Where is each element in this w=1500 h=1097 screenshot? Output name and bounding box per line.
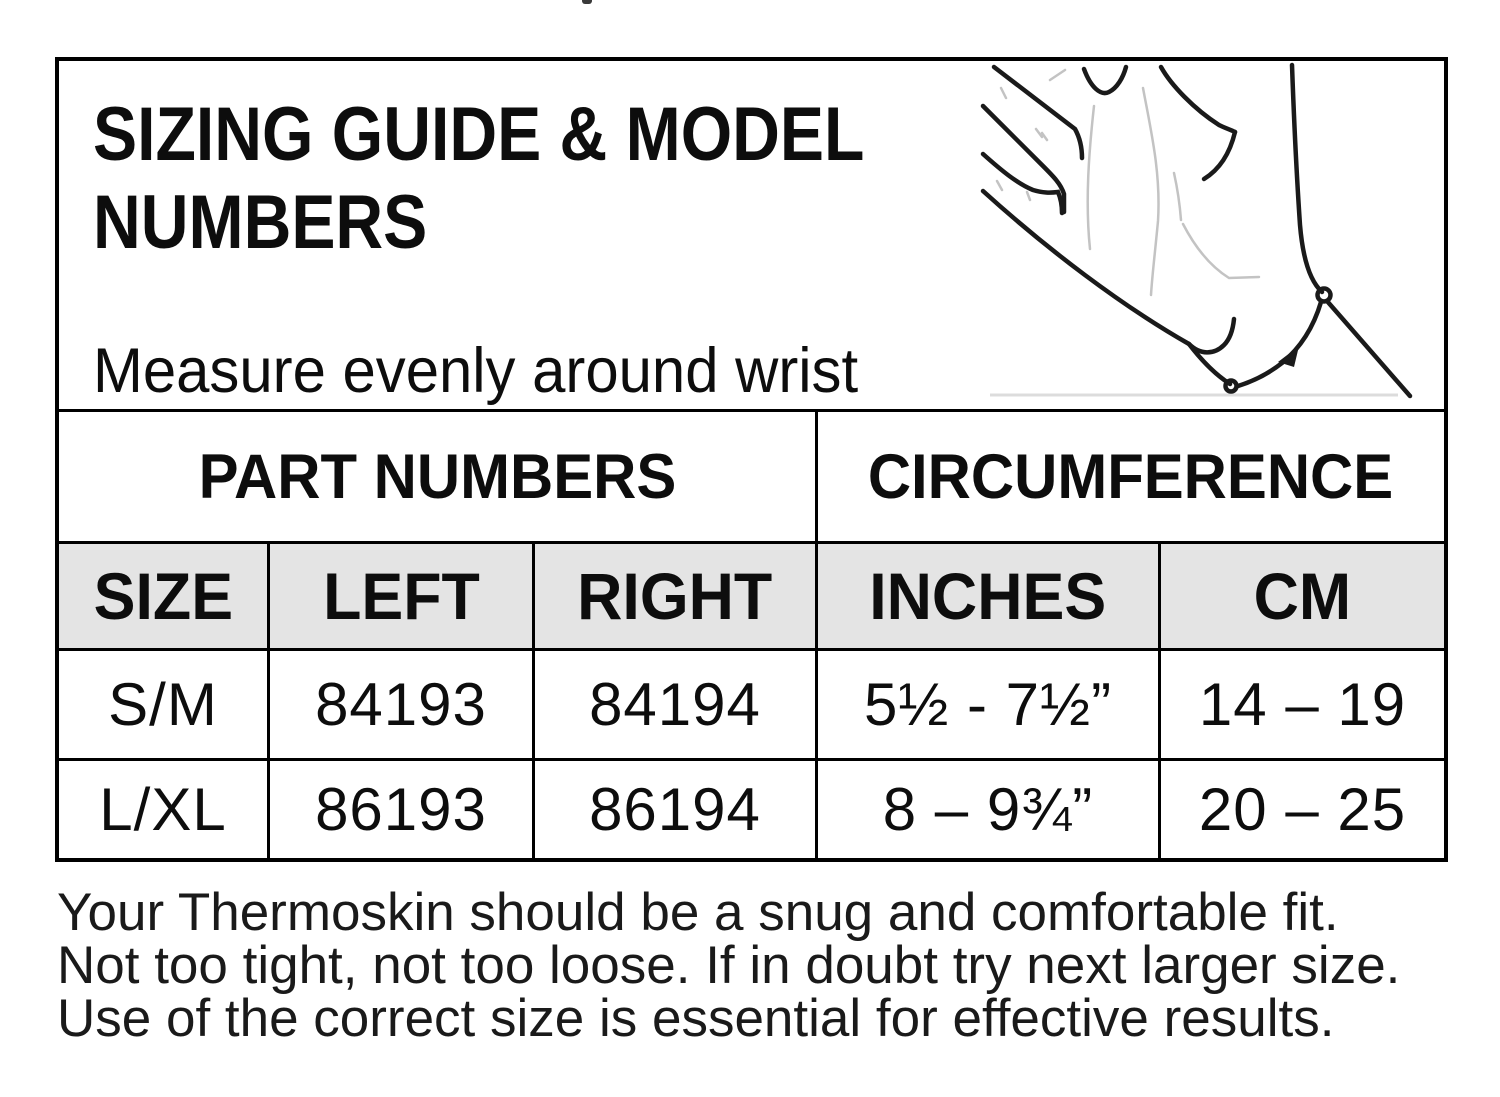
column-header-right: [532, 541, 815, 648]
cell-value: 20 – 25: [1198, 776, 1407, 843]
column-header-inches: [815, 541, 1158, 648]
group-header-circumference: [815, 409, 1444, 541]
cropped-text-artifact: [582, 0, 592, 4]
column-header-label: RIGHT: [577, 559, 773, 633]
table-row-sm-left-part: [267, 648, 532, 758]
table-row-lxl-size: [59, 758, 267, 858]
cell-value: 84193: [315, 671, 487, 738]
measure-instruction: Measure evenly around wrist: [93, 336, 859, 406]
group-header-label: CIRCUMFERENCE: [868, 441, 1394, 512]
cell-value: 8 – 9¾”: [882, 776, 1094, 843]
fit-note-line: Use of the correct size is essential for effective results.: [57, 989, 1335, 1048]
group-header-label: PART NUMBERS: [198, 441, 676, 512]
sizing-table: [55, 57, 1448, 862]
table-row-sm-size: [59, 648, 267, 758]
cell-value: L/XL: [99, 776, 227, 843]
table-row-sm-cm: [1158, 648, 1444, 758]
table-row-lxl-left-part: [267, 758, 532, 858]
fit-note-line: Your Thermoskin should be a snug and comfortable fit.: [57, 883, 1339, 942]
table-row-sm-inches: [815, 648, 1158, 758]
title-band: [59, 61, 1444, 409]
hand-wrist-measurement-icon: [942, 61, 1442, 409]
table-row-sm-right-part: [532, 648, 815, 758]
column-header-label: INCHES: [869, 559, 1107, 633]
cell-value: S/M: [108, 671, 218, 738]
cell-value: 86194: [589, 776, 761, 843]
fit-note: [57, 883, 1477, 1048]
cell-value: 5½ - 7½”: [863, 671, 1113, 738]
column-header-label: SIZE: [93, 559, 233, 633]
fit-note-line: Not too tight, not too loose. If in doubt try next larger size.: [57, 936, 1401, 995]
group-header-part-numbers: [59, 409, 815, 541]
cell-value: 84194: [589, 671, 761, 738]
table-row-lxl-right-part: [532, 758, 815, 858]
table-row-lxl-cm: [1158, 758, 1444, 858]
column-header-label: LEFT: [322, 559, 480, 633]
page-title: SIZING GUIDE & MODEL NUMBERS: [93, 92, 864, 265]
column-header-size: [59, 541, 267, 648]
cell-value: 86193: [315, 776, 487, 843]
column-header-left: [267, 541, 532, 648]
cell-value: 14 – 19: [1198, 671, 1407, 738]
table-row-lxl-inches: [815, 758, 1158, 858]
column-header-cm: [1158, 541, 1444, 648]
column-header-label: CM: [1253, 559, 1352, 633]
